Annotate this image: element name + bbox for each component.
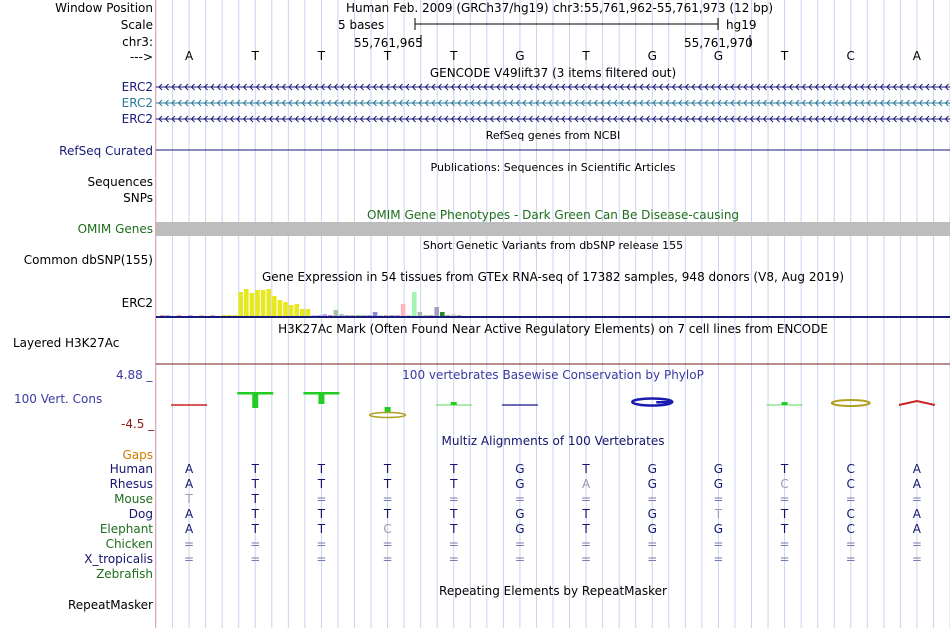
scale-label: Scale bbox=[120, 18, 153, 32]
gtex-tissue-bar bbox=[289, 305, 294, 316]
gtex-tissue-bar bbox=[451, 314, 456, 316]
species-label[interactable]: Dog bbox=[128, 507, 153, 521]
gtex-tissue-bar bbox=[199, 315, 204, 316]
alignment-base: = bbox=[713, 552, 724, 566]
alignment-base: = bbox=[581, 492, 592, 506]
alignment-base: = bbox=[845, 492, 856, 506]
alignment-base: T bbox=[251, 492, 259, 506]
alignment-base: G bbox=[713, 477, 724, 491]
alignment-base: A bbox=[912, 477, 922, 491]
gtex-tissue-bar bbox=[283, 302, 288, 316]
phylop-score-mark bbox=[451, 402, 457, 405]
gtex-tissue-bar bbox=[446, 315, 451, 316]
alignment-base: G bbox=[515, 477, 525, 491]
base-letter: G bbox=[713, 49, 724, 63]
phylop-min: -4.5 _ bbox=[121, 417, 155, 431]
refseq-title[interactable]: RefSeq genes from NCBI bbox=[485, 129, 621, 142]
gtex-tissue-bar bbox=[440, 312, 445, 316]
multiz-title[interactable]: Multiz Alignments of 100 Vertebrates bbox=[441, 434, 665, 448]
repeat-title[interactable]: Repeating Elements by RepeatMasker bbox=[439, 584, 667, 598]
alignment-base: T bbox=[317, 522, 326, 536]
alignment-base: = bbox=[713, 492, 724, 506]
alignment-base: = bbox=[779, 492, 790, 506]
alignment-base: = bbox=[382, 492, 393, 506]
gtex-tissue-bar bbox=[160, 315, 165, 316]
species-label[interactable]: Elephant bbox=[99, 522, 153, 536]
alignment-base: A bbox=[912, 462, 922, 476]
coord-left: 55,761,965 bbox=[354, 36, 423, 50]
gtex-tissue-bar bbox=[177, 315, 182, 316]
phylop-score-mark bbox=[656, 401, 670, 404]
base-letter: T bbox=[383, 49, 392, 63]
alignment-base: G bbox=[647, 522, 657, 536]
base-letter: G bbox=[515, 49, 525, 63]
gtex-tissue-bar bbox=[227, 315, 232, 316]
alignment-base: = bbox=[514, 492, 525, 506]
alignment-base: = bbox=[911, 492, 922, 506]
base-letter: T bbox=[450, 49, 458, 63]
alignment-base: T bbox=[582, 507, 590, 521]
alignment-base: = bbox=[581, 537, 592, 551]
gtex-tissue-bar bbox=[250, 293, 255, 316]
coord-right: 55,761,970 bbox=[684, 36, 753, 50]
alignment-base: = bbox=[845, 552, 856, 566]
species-alignment-row bbox=[156, 537, 950, 551]
species-alignment-row bbox=[156, 552, 950, 566]
base-letter: G bbox=[647, 49, 657, 63]
species-label[interactable]: Zebrafish bbox=[96, 567, 153, 581]
alignment-base: T bbox=[582, 462, 590, 476]
gtex-tissue-bar bbox=[457, 315, 462, 316]
gtex-tissue-bar bbox=[266, 289, 271, 316]
gtex-tissue-bar bbox=[362, 315, 367, 316]
alignment-base: C bbox=[383, 522, 392, 536]
refseq-label[interactable]: RefSeq Curated bbox=[59, 144, 153, 158]
alignment-base: A bbox=[184, 477, 194, 491]
species-label[interactable]: X_tropicalis bbox=[84, 552, 153, 566]
alignment-base: C bbox=[780, 477, 789, 491]
gtex-tissue-bar bbox=[210, 315, 215, 316]
alignment-base: A bbox=[912, 522, 922, 536]
gtex-tissue-bar bbox=[418, 312, 423, 316]
gtex-label[interactable]: ERC2 bbox=[121, 296, 153, 310]
base-letter: C bbox=[846, 49, 855, 63]
alignment-base: G bbox=[515, 462, 525, 476]
alignment-base: = bbox=[845, 537, 856, 551]
alignment-base: T bbox=[714, 507, 723, 521]
alignment-base: = bbox=[581, 552, 592, 566]
gtex-tissue-bar bbox=[373, 312, 378, 316]
gtex-tissue-bar bbox=[311, 315, 316, 316]
gtex-tissue-bar bbox=[339, 314, 344, 316]
gtex-tissue-bar bbox=[429, 315, 434, 316]
alignment-base: T bbox=[450, 477, 458, 491]
alignment-base: G bbox=[647, 462, 657, 476]
gtex-tissue-bar bbox=[367, 315, 372, 316]
phylop-score-mark bbox=[782, 402, 788, 405]
alignment-base: T bbox=[582, 522, 590, 536]
alignment-base: G bbox=[713, 462, 724, 476]
gtex-tissue-bar bbox=[244, 289, 249, 316]
scale-db: hg19 bbox=[726, 18, 757, 32]
alignment-base: G bbox=[515, 507, 525, 521]
dbsnp-label[interactable]: Common dbSNP(155) bbox=[23, 253, 153, 267]
window-position-label: Window Position bbox=[55, 1, 153, 15]
gtex-tissue-bar bbox=[188, 315, 193, 316]
alignment-base: T bbox=[780, 507, 789, 521]
h3k27-title[interactable]: H3K27Ac Mark (Often Found Near Active Regulatory Elements) on 7 cell lines from ENCODE bbox=[278, 322, 828, 336]
h3k27-label[interactable]: Layered H3K27Ac bbox=[13, 336, 120, 350]
omim-band bbox=[156, 222, 950, 236]
gtex-tissue-bar bbox=[306, 309, 311, 316]
alignment-base: = bbox=[448, 537, 459, 551]
species-alignment-row bbox=[156, 522, 950, 536]
alignment-base: C bbox=[846, 462, 855, 476]
gtex-tissue-bar bbox=[278, 300, 283, 316]
alignment-base: T bbox=[780, 462, 789, 476]
alignment-base: A bbox=[581, 477, 591, 491]
alignment-base: = bbox=[316, 552, 327, 566]
gtex-title[interactable]: Gene Expression in 54 tissues from GTEx RNA-seq of 17382 samples, 948 donors (V8, Aug 2019) bbox=[261, 270, 845, 284]
arrow-label: ---> bbox=[129, 50, 153, 64]
position-text: chr3:55,761,962-55,761,973 (12 bp) bbox=[553, 1, 774, 15]
alignment-base: T bbox=[383, 462, 392, 476]
alignment-base: C bbox=[846, 522, 855, 536]
gtex-tissue-bar bbox=[423, 315, 428, 316]
alignment-base: G bbox=[515, 522, 525, 536]
gencode-item-label-1[interactable]: ERC2 bbox=[121, 80, 153, 94]
alignment-base: = bbox=[779, 537, 790, 551]
base-letter: T bbox=[251, 49, 259, 63]
gtex-tissue-bar bbox=[390, 315, 395, 316]
base-letter: A bbox=[912, 49, 922, 63]
gtex-tissue-bar bbox=[328, 315, 333, 316]
gencode-item-label-3[interactable]: ERC2 bbox=[121, 112, 153, 126]
alignment-base: = bbox=[448, 552, 459, 566]
alignment-base: G bbox=[647, 477, 657, 491]
species-alignment-row bbox=[156, 462, 950, 476]
gtex-tissue-bar bbox=[350, 315, 355, 316]
alignment-base: A bbox=[184, 522, 194, 536]
alignment-base: = bbox=[779, 552, 790, 566]
gtex-tissue-bar bbox=[166, 315, 171, 316]
base-letter: T bbox=[317, 49, 326, 63]
alignment-base: T bbox=[251, 522, 259, 536]
gtex-tissue-bar bbox=[401, 304, 406, 316]
assembly-text: Human Feb. 2009 (GRCh37/hg19) bbox=[346, 1, 549, 15]
pubs-label-sequences[interactable]: Sequences bbox=[87, 175, 153, 189]
phylop-score-mark bbox=[252, 392, 258, 408]
alignment-base: = bbox=[911, 552, 922, 566]
alignment-base: C bbox=[846, 477, 855, 491]
chrom-label: chr3: bbox=[122, 35, 153, 49]
base-letter: T bbox=[582, 49, 590, 63]
scale-text: 5 bases bbox=[338, 18, 385, 32]
gtex-tissue-bar bbox=[334, 310, 339, 316]
alignment-base: = bbox=[647, 537, 658, 551]
phylop-label[interactable]: 100 Vert. Cons bbox=[14, 392, 103, 406]
gaps-label[interactable]: Gaps bbox=[122, 448, 153, 462]
omim-label[interactable]: OMIM Genes bbox=[77, 222, 153, 236]
alignment-base: T bbox=[185, 492, 193, 506]
species-label[interactable]: Mouse bbox=[114, 492, 153, 506]
alignment-base: T bbox=[383, 507, 392, 521]
alignment-base: = bbox=[184, 552, 195, 566]
gtex-tissue-bar bbox=[434, 307, 439, 316]
species-alignment-row bbox=[156, 567, 950, 581]
alignment-base: T bbox=[251, 462, 259, 476]
alignment-base: G bbox=[713, 522, 724, 536]
alignment-base: = bbox=[911, 537, 922, 551]
gtex-tissue-bar bbox=[412, 292, 417, 316]
gtex-tissue-bar bbox=[222, 315, 227, 316]
gtex-tissue-bar bbox=[255, 290, 260, 316]
alignment-base: = bbox=[382, 552, 393, 566]
gtex-tissue-bar bbox=[261, 290, 266, 316]
gtex-tissue-bar bbox=[378, 315, 383, 316]
base-sequence-row bbox=[156, 49, 950, 63]
gtex-tissue-bar bbox=[384, 315, 389, 316]
alignment-base: = bbox=[647, 492, 658, 506]
alignment-base: = bbox=[647, 552, 658, 566]
gtex-tissue-bar bbox=[300, 309, 305, 316]
species-label[interactable]: Rhesus bbox=[109, 477, 153, 491]
gtex-tissue-bar bbox=[238, 292, 243, 316]
alignment-base: = bbox=[448, 492, 459, 506]
gencode-title[interactable]: GENCODE V49lift37 (3 items filtered out) bbox=[429, 66, 677, 80]
alignment-base: T bbox=[450, 522, 458, 536]
alignment-base: T bbox=[317, 462, 326, 476]
species-alignment-row bbox=[156, 477, 950, 491]
phylop-score-mark bbox=[385, 407, 391, 412]
alignment-base: = bbox=[514, 537, 525, 551]
base-letter: T bbox=[780, 49, 789, 63]
alignment-base: = bbox=[316, 537, 327, 551]
alignment-base: = bbox=[316, 492, 327, 506]
alignment-base: = bbox=[713, 537, 724, 551]
pubs-title[interactable]: Publications: Sequences in Scientific Articles bbox=[430, 161, 676, 174]
alignment-base: C bbox=[846, 507, 855, 521]
alignment-base: = bbox=[250, 537, 261, 551]
alignment-base: = bbox=[250, 552, 261, 566]
alignment-base: G bbox=[647, 507, 657, 521]
omim-title[interactable]: OMIM Gene Phenotypes - Dark Green Can Be Disease-causing bbox=[366, 208, 740, 222]
alignment-base: T bbox=[383, 477, 392, 491]
alignment-base: = bbox=[184, 537, 195, 551]
alignment-base: A bbox=[912, 507, 922, 521]
alignment-base: A bbox=[184, 507, 194, 521]
pubs-label-snps[interactable]: SNPs bbox=[123, 191, 153, 205]
alignment-base: T bbox=[780, 522, 789, 536]
alignment-base: A bbox=[184, 462, 194, 476]
species-label[interactable]: Chicken bbox=[105, 537, 153, 551]
species-label[interactable]: Human bbox=[109, 462, 153, 476]
alignment-base: T bbox=[317, 477, 326, 491]
alignment-base: = bbox=[514, 552, 525, 566]
gencode-item-label-2[interactable]: ERC2 bbox=[121, 96, 153, 110]
gtex-tissue-bar bbox=[317, 315, 322, 316]
gtex-tissue-bar bbox=[356, 315, 361, 316]
gtex-tissue-bar bbox=[395, 315, 400, 316]
phylop-score-mark bbox=[318, 392, 324, 404]
base-letter: A bbox=[184, 49, 194, 63]
alignment-base: T bbox=[251, 507, 259, 521]
repeat-label[interactable]: RepeatMasker bbox=[67, 598, 153, 612]
gtex-tissue-bar bbox=[322, 314, 327, 316]
species-alignment-row bbox=[156, 507, 950, 521]
gtex-tissue-bar bbox=[406, 315, 411, 316]
alignment-base: T bbox=[450, 507, 458, 521]
species-alignment-row bbox=[156, 492, 950, 506]
gtex-tissue-bar bbox=[272, 296, 277, 316]
phylop-max: 4.88 _ bbox=[116, 368, 153, 382]
dbsnp-title[interactable]: Short Genetic Variants from dbSNP release 155 bbox=[422, 239, 684, 252]
gtex-tissue-bar bbox=[345, 315, 350, 316]
alignment-base: T bbox=[317, 507, 326, 521]
alignment-base: = bbox=[382, 537, 393, 551]
gtex-tissue-bar bbox=[233, 315, 238, 316]
alignment-base: T bbox=[251, 477, 259, 491]
gtex-tissue-bar bbox=[294, 304, 299, 316]
phylop-title[interactable]: 100 vertebrates Basewise Conservation by PhyloP bbox=[402, 368, 704, 382]
alignment-base: T bbox=[450, 462, 458, 476]
